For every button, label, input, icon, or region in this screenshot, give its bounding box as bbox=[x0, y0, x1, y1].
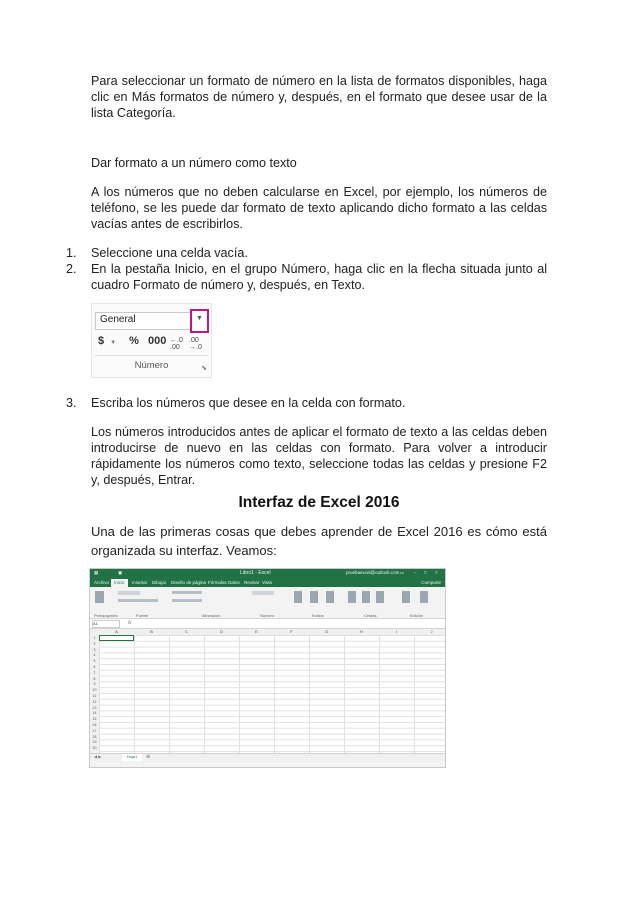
close-icon[interactable]: × bbox=[435, 570, 438, 575]
formula-bar bbox=[90, 619, 445, 629]
save-icon[interactable]: ▣ bbox=[118, 570, 123, 575]
increase-decimal-icon[interactable]: ←.0 .00 bbox=[170, 337, 183, 351]
paste-icon[interactable] bbox=[95, 591, 104, 603]
row-header[interactable]: 19 bbox=[92, 740, 97, 745]
number-format-combo[interactable] bbox=[95, 312, 209, 330]
paragraph-more-formats: Para seleccionar un formato de número en la lista de formatos disponibles, haga clic en Más formatos de número y, después, en el formato que desee usar de la lista Categoría. bbox=[91, 74, 547, 120]
row-header[interactable]: 16 bbox=[92, 723, 97, 727]
row-header[interactable]: 20 bbox=[92, 746, 97, 751]
section-heading: Interfaz de Excel 2016 bbox=[238, 494, 400, 511]
active-cell[interactable] bbox=[99, 635, 134, 641]
group-celdas: Celdas bbox=[364, 613, 377, 618]
worksheet-grid[interactable] bbox=[99, 635, 445, 753]
ribbon-display-icon[interactable]: ▭ bbox=[400, 570, 405, 575]
percent-button[interactable]: % bbox=[129, 335, 139, 347]
delete-cells-icon[interactable] bbox=[362, 591, 370, 603]
tab-revisar[interactable]: Revisar bbox=[244, 580, 260, 585]
tab-diseno-pagina[interactable]: Diseño de página bbox=[171, 580, 207, 585]
row-header[interactable]: 1 bbox=[93, 636, 96, 640]
group-edicion: Edición bbox=[410, 613, 424, 618]
column-header[interactable]: I bbox=[395, 629, 398, 634]
excel-logo-icon: ▦ bbox=[94, 570, 99, 575]
row-header[interactable]: 17 bbox=[92, 728, 97, 733]
step-3-number: 3. bbox=[66, 396, 77, 410]
tab-inicio[interactable]: Inicio bbox=[111, 579, 128, 587]
row-header[interactable]: 11 bbox=[92, 694, 97, 698]
column-header[interactable]: B bbox=[150, 629, 153, 634]
column-header[interactable]: H bbox=[360, 629, 363, 634]
sort-filter-icon[interactable] bbox=[402, 591, 410, 603]
add-sheet-icon[interactable]: ⊕ bbox=[146, 754, 151, 760]
font-format-buttons[interactable] bbox=[118, 599, 158, 602]
font-name-combo[interactable] bbox=[118, 591, 140, 595]
thousands-separator-button[interactable]: 000 bbox=[147, 335, 167, 347]
tab-datos[interactable]: Datos bbox=[228, 580, 240, 585]
row-header[interactable]: 14 bbox=[92, 711, 97, 716]
column-header[interactable]: A bbox=[115, 629, 118, 634]
find-select-icon[interactable] bbox=[420, 591, 428, 603]
group-alineacion: Alineación bbox=[202, 613, 221, 618]
row-header[interactable]: 3 bbox=[93, 647, 96, 652]
row-header[interactable]: 2 bbox=[93, 641, 96, 646]
excel-user: pruebaexcel@outlook.com bbox=[346, 570, 400, 575]
excel-interface-screenshot bbox=[89, 568, 446, 768]
step-3-text: Escriba los números que desee en la celda con formato. bbox=[91, 396, 406, 410]
row-header[interactable]: 6 bbox=[93, 665, 96, 669]
tab-formulas[interactable]: Fórmulas bbox=[208, 580, 227, 585]
format-as-table-icon[interactable] bbox=[310, 591, 318, 603]
tab-vista[interactable]: Vista bbox=[262, 580, 272, 585]
subheading-format-as-text: Dar formato a un número como texto bbox=[91, 156, 297, 170]
name-box[interactable]: A1 bbox=[92, 620, 120, 628]
share-button[interactable]: Compartir bbox=[421, 580, 441, 585]
row-header[interactable]: 13 bbox=[92, 705, 97, 710]
row-header[interactable]: 8 bbox=[93, 676, 96, 681]
fx-icon[interactable]: fx bbox=[128, 620, 132, 625]
number-format-value: General bbox=[100, 314, 136, 325]
row-header[interactable]: 12 bbox=[92, 699, 97, 704]
row-header[interactable]: 18 bbox=[92, 734, 97, 739]
cell-styles-icon[interactable] bbox=[326, 591, 334, 603]
row-header[interactable]: 4 bbox=[93, 653, 96, 658]
currency-dropdown-icon[interactable]: ▼ bbox=[110, 340, 117, 346]
number-format-combo-small[interactable] bbox=[252, 591, 274, 595]
number-format-dropdown-button[interactable] bbox=[190, 309, 209, 333]
column-header[interactable]: D bbox=[220, 629, 223, 634]
intro-paragraph: Una de las primeras cosas que debes aprender de Excel 2016 es cómo está organizada su interfaz. Veamos: bbox=[91, 524, 547, 558]
excel-window-title: Libro1 - Excel bbox=[240, 570, 271, 576]
group-estilos: Estilos bbox=[312, 613, 324, 618]
format-cells-icon[interactable] bbox=[376, 591, 384, 603]
column-header[interactable]: F bbox=[290, 629, 293, 634]
column-header[interactable]: J bbox=[430, 629, 433, 634]
minimize-icon[interactable]: – bbox=[414, 570, 417, 575]
row-header[interactable]: 9 bbox=[93, 682, 96, 687]
sheet-tab[interactable]: Hoja1 bbox=[122, 754, 142, 763]
step-1-text: Seleccione una celda vacía. bbox=[91, 246, 248, 260]
divider bbox=[94, 355, 208, 356]
group-numero: Número bbox=[260, 613, 275, 618]
row-header[interactable]: 5 bbox=[93, 659, 96, 664]
number-format-buttons bbox=[98, 335, 172, 347]
dialog-launcher-icon[interactable]: ⬊ bbox=[201, 365, 207, 372]
excel-ribbon-tabs bbox=[90, 578, 445, 587]
column-header[interactable]: E bbox=[255, 629, 258, 634]
tab-insertar[interactable]: Insertar bbox=[132, 580, 148, 585]
group-fuente: Fuente bbox=[136, 613, 149, 618]
currency-button[interactable]: $ bbox=[98, 335, 105, 347]
sheet-nav-arrows-icon[interactable]: ◀ ▶ bbox=[94, 754, 102, 759]
row-header[interactable]: 15 bbox=[92, 717, 97, 722]
row-header[interactable]: 7 bbox=[93, 670, 96, 675]
paragraph-reenter-numbers: Los números introducidos antes de aplicar el formato de texto a las celdas deben introducirse de nuevo en las celdas con formato. Para volver a introducir rápidamente los números como texto, seleccione todas las celdas y presione F2 y, después, Entrar. bbox=[91, 425, 547, 487]
step-2-text: En la pestaña Inicio, en el grupo Número, haga clic en la flecha situada junto al cuadro Formato de número y, después, en Texto. bbox=[91, 262, 547, 292]
column-header[interactable]: C bbox=[185, 629, 188, 634]
maximize-icon[interactable]: □ bbox=[424, 570, 427, 575]
step-1-number: 1. bbox=[66, 246, 77, 260]
decrease-decimal-icon[interactable]: .00 →.0 bbox=[189, 337, 202, 351]
chevron-down-icon: ▼ bbox=[196, 315, 203, 322]
row-header[interactable]: 10 bbox=[92, 688, 97, 693]
column-header[interactable]: G bbox=[324, 629, 329, 634]
number-group-label: Número bbox=[134, 360, 169, 371]
group-portapapeles: Portapapeles bbox=[94, 613, 118, 618]
alignment-buttons[interactable] bbox=[172, 591, 202, 594]
tab-dibujar[interactable]: Dibujar bbox=[152, 580, 167, 585]
excel-ribbon bbox=[90, 587, 445, 619]
alignment-buttons-row2[interactable] bbox=[172, 599, 202, 602]
step-2-number: 2. bbox=[66, 262, 77, 276]
status-bar bbox=[90, 761, 445, 767]
paragraph-text-format: A los números que no deben calcularse en Excel, por ejemplo, los números de teléfono, se les puede dar formato de texto aplicando dicho formato a las celdas vacías antes de escribirlos. bbox=[91, 185, 547, 231]
excel-title-bar bbox=[90, 569, 445, 578]
tab-archivo[interactable]: Archivo bbox=[94, 580, 110, 585]
number-format-group-image bbox=[91, 303, 212, 378]
conditional-format-icon[interactable] bbox=[294, 591, 302, 603]
insert-cells-icon[interactable] bbox=[348, 591, 356, 603]
